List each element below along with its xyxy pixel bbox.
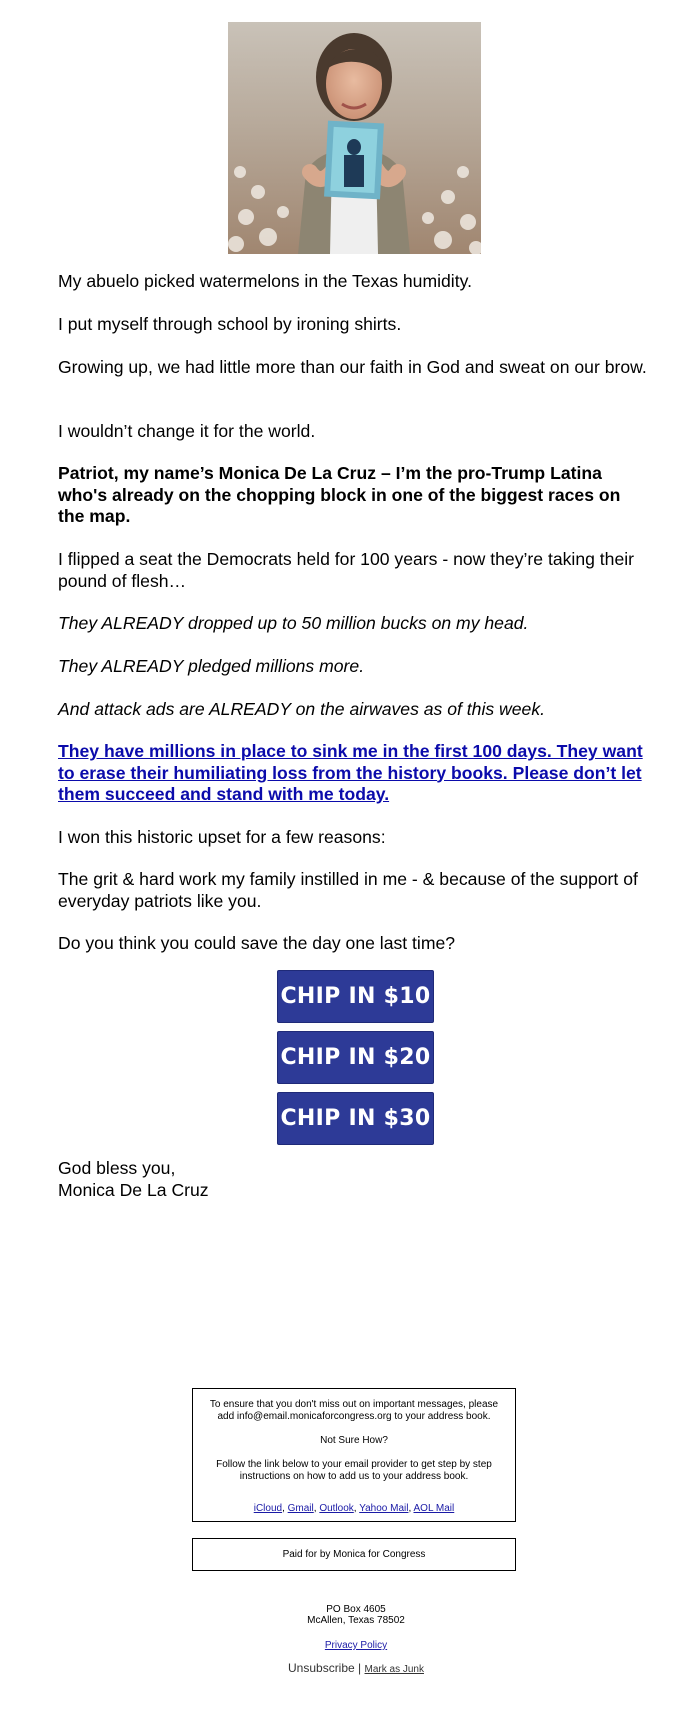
provider-link-yahoo[interactable]: Yahoo Mail — [359, 1503, 409, 1514]
hero-photo — [228, 22, 481, 254]
paragraph-intro-bold: Patriot, my name’s Monica De La Cruz – I’m the pro-Trump Latina who's already on the chopping block in one of the biggest races on the map. — [58, 463, 621, 526]
paragraph-change: I wouldn’t change it for the world. — [58, 421, 316, 441]
signoff-name: Monica De La Cruz — [58, 1180, 209, 1200]
unsubscribe-link[interactable]: Unsubscribe — [288, 1661, 355, 1675]
paragraph-abuelo: My abuelo picked watermelons in the Texas humidity. — [58, 271, 472, 291]
paid-for-box — [192, 1538, 516, 1571]
address-book-box — [192, 1388, 516, 1522]
donation-link-paragraph — [58, 741, 648, 806]
provider-link-icloud[interactable]: iCloud — [253, 1503, 283, 1514]
signoff-greeting: God bless you, — [58, 1158, 176, 1178]
footer-city: McAllen, Texas 78502 — [307, 1615, 405, 1626]
footer-unsubscribe-row — [0, 1661, 700, 1677]
provider-links: iCloud, Gmail, Outlook, Yahoo Mail, AOL Mail — [253, 1503, 455, 1514]
paragraph-ironing: I put myself through school by ironing shirts. — [58, 314, 402, 334]
provider-link-aol[interactable]: AOL Mail — [413, 1503, 455, 1514]
address-book-intro: To ensure that you don't miss out on important messages, please add info@email.monicaforcongress.org to your address book. — [209, 1399, 499, 1422]
footer-separator: | — [358, 1661, 362, 1675]
chip-in-30-button[interactable]: CHIP IN $30 — [277, 1092, 434, 1145]
not-sure-how: Not Sure How? — [320, 1435, 388, 1446]
paid-for-text: Paid for by Monica for Congress — [282, 1549, 426, 1560]
paragraph-save-day: Do you think you could save the day one last time? — [58, 933, 456, 953]
footer-privacy — [0, 1640, 700, 1652]
chip-in-10-button[interactable]: CHIP IN $10 — [277, 970, 434, 1023]
mark-as-junk-link[interactable]: Mark as Junk — [364, 1664, 424, 1675]
donation-link[interactable]: They have millions in place to sink me in the first 100 days. They want to erase their humiliating loss from the history books. Please don’t let them succeed and stand with me today. — [58, 741, 643, 804]
provider-link-outlook[interactable]: Outlook — [319, 1503, 354, 1514]
paragraph-growing-up: Growing up, we had little more than our faith in God and sweat on our brow. — [58, 357, 647, 377]
chip-in-20-button[interactable]: CHIP IN $20 — [277, 1031, 434, 1084]
paragraph-flipped-seat: I flipped a seat the Democrats held for 100 years - now they’re taking their pound of flesh… — [58, 549, 635, 591]
paragraph-reasons: I won this historic upset for a few reasons: — [58, 827, 386, 847]
address-book-instructions: Follow the link below to your email provider to get step by step instructions on how to add us to your address book. — [216, 1459, 492, 1482]
privacy-policy-link[interactable]: Privacy Policy — [324, 1640, 388, 1651]
paragraph-attack-ads: And attack ads are ALREADY on the airwaves as of this week. — [58, 699, 546, 719]
paragraph-already-dropped: They ALREADY dropped up to 50 million bucks on my head. — [58, 613, 529, 633]
paragraph-grit: The grit & hard work my family instilled in me - & because of the support of everyday patriots like you. — [58, 869, 638, 911]
footer-po-box: PO Box 4605 — [326, 1604, 386, 1615]
paragraph-already-pledged: They ALREADY pledged millions more. — [58, 656, 365, 676]
provider-link-gmail[interactable]: Gmail — [287, 1503, 314, 1514]
